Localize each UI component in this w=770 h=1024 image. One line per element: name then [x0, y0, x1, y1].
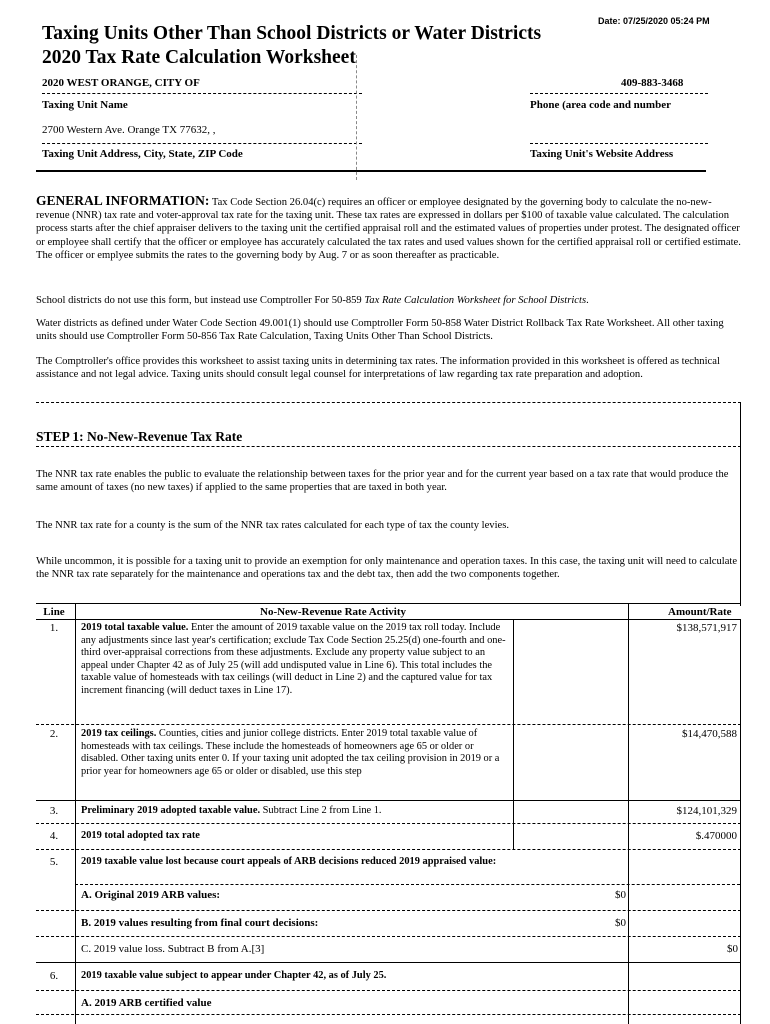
- line5a-label: A. Original 2019 ARB values:: [81, 889, 221, 901]
- row-description: Enter the amount of 2019 taxable value on the 2019 tax roll today. Include any adjustments since last year's certification; exclude Tax Code Section 25.25(d) one-fourth and one-third over-appraisal corrections from these adjustments. Exclude any property value subject to an appeal under Chapter 42 as of July 25 (will add undisputed value in Line 6). This total includes the taxable value of homesteads with tax ceilings (will deduct in Line 2) and the captured value for tax increment financing (will deduct taxes in Line 17).: [81, 622, 506, 696]
- table-row: [81, 622, 511, 698]
- table-row: [81, 856, 511, 869]
- taxing-unit-phone: 409-883-3468: [621, 77, 684, 89]
- water-districts-note: Water districts as defined under Water Code Section 49.001(1) should use Comptroller Form 50-858 Water District Rollback Tax Rate Worksheet. All other taxing units should use Comptroller Form 50-856 Tax Rate Calculation, Taxing Units Other Than School Districts.: [36, 318, 724, 343]
- taxing-unit-name: 2020 WEST ORANGE, CITY OF: [42, 77, 200, 89]
- line5c-label: C. 2019 value loss. Subtract B from A.[3]: [81, 943, 265, 955]
- step1-intro: The NNR tax rate enables the public to evaluate the relationship between taxes for the prior year and for the current year based on a tax rate that would produce the same amount of taxes (no new taxes) if applied to the same properties that are taxed in both year.: [36, 469, 729, 494]
- row-label: 2019 taxable value subject to appear under Chapter 42, as of July 25.: [81, 970, 387, 981]
- col-activity-header: No-New-Revenue Rate Activity: [260, 606, 407, 618]
- row-amount: $.470000: [695, 830, 737, 842]
- general-information-paragraph: [36, 194, 741, 262]
- general-information-text: Tax Code Section 26.04(c) requires an officer or employee designated by the governing body to calculate the no-new-revenue (NNR) tax rate and voter-approval tax rate for the taxing unit. These tax rates are expressed in dollars per $100 of taxable value calculated. The calculation process starts after the chief appraiser delivers to the taxing unit the certified appraisal roll and the estimated values of properties under protest. The designated officer or employee shall certify that the officer or employee has accurately calculated the tax rates and used values shown for the certified appraisal roll or certified estimate. The officer or emplyee submits the rates to the governing body by Aug. 7 or as soon thereafter as practicable.: [36, 197, 741, 261]
- table-row: [81, 970, 511, 983]
- phone-label: Phone (area code and number: [530, 99, 671, 111]
- table-row-line-number: 4.: [49, 830, 59, 842]
- row-label: 2019 total taxable value.: [81, 622, 189, 633]
- row-amount: $124,101,329: [676, 805, 737, 817]
- school-districts-note: [36, 294, 741, 307]
- table-row-line-number: 1.: [49, 622, 59, 634]
- table-row-line-number: 5.: [49, 856, 59, 868]
- step1-county-note: The NNR tax rate for a county is the sum of the NNR tax rates calculated for each type of tax the county levies.: [36, 520, 510, 531]
- website-label: Taxing Unit's Website Address: [530, 148, 674, 160]
- school-districts-note-end: .: [586, 295, 589, 306]
- row-label: Preliminary 2019 adopted taxable value.: [81, 805, 261, 816]
- col-amount-header: Amount/Rate: [668, 606, 732, 618]
- table-row: [81, 830, 511, 843]
- school-districts-note-text: School districts do not use this form, but instead use Comptroller For 50-859: [36, 295, 365, 306]
- step1-title: STEP 1: No-New-Revenue Tax Rate: [36, 429, 243, 444]
- line5b-value: $0: [615, 917, 626, 929]
- row-amount: $138,571,917: [676, 622, 737, 634]
- comptroller-note: The Comptroller's office provides this worksheet to assist taxing units in determining tax rates. The information provided in this worksheet is offered as technical assistance and not legal advice. Taxing units should consult legal counsel for interpretations of law regarding tax rate preparation and adoption.: [36, 356, 720, 381]
- line5a-value: $0: [615, 889, 626, 901]
- taxing-unit-address: 2700 Western Ave. Orange TX 77632, ,: [42, 124, 216, 136]
- line5c-value: $0: [727, 943, 738, 955]
- table-row-line-number: 3.: [49, 805, 59, 817]
- taxing-unit-name-label: Taxing Unit Name: [42, 99, 128, 111]
- general-information-heading: GENERAL INFORMATION:: [36, 193, 210, 208]
- print-date: Date: 07/25/2020 05:24 PM: [598, 16, 710, 26]
- col-line-header: Line: [43, 606, 65, 618]
- row-label: 2019 total adopted tax rate: [81, 830, 200, 841]
- step1-exemption-note: While uncommon, it is possible for a taxing unit to provide an exemption for only maintenance and operation taxes. In this case, the taxing unit will need to calculate the NNR tax rate separately for the maintenance and operations tax and the debt tax, then add the two components together.: [36, 556, 738, 581]
- table-row: [81, 805, 511, 818]
- form-title: Taxing Units Other Than School Districts or Water Districts: [42, 23, 542, 44]
- table-row-line-number: 2.: [49, 728, 59, 740]
- line6a-label: A. 2019 ARB certified value: [81, 997, 212, 1009]
- address-label: Taxing Unit Address, City, State, ZIP Code: [42, 148, 243, 160]
- school-districts-form-title: Tax Rate Calculation Worksheet for School Districts: [364, 295, 587, 306]
- table-row: [81, 728, 511, 778]
- row-label: 2019 taxable value lost because court appeals of ARB decisions reduced 2019 appraised value:: [81, 856, 497, 867]
- line5b-label: B. 2019 values resulting from final court decisions:: [81, 917, 319, 929]
- form-subtitle: 2020 Tax Rate Calculation Worksheet: [42, 47, 356, 68]
- row-amount: $14,470,588: [682, 728, 737, 740]
- row-description: Counties, cities and junior college districts. Enter 2019 total taxable value of homesteads with tax ceilings. These include the homesteads of homeowners age 65 or older or disabled. Other taxing units enter 0. If your taxing unit adopted the tax ceiling provision in 2019 or a prior year for homeowners age 65 or older or disabled, use this step: [81, 728, 500, 777]
- row-label: 2019 tax ceilings.: [81, 728, 157, 739]
- row-description: Subtract Line 2 from Line 1.: [260, 805, 382, 816]
- table-row-line-number: 6.: [49, 970, 59, 982]
